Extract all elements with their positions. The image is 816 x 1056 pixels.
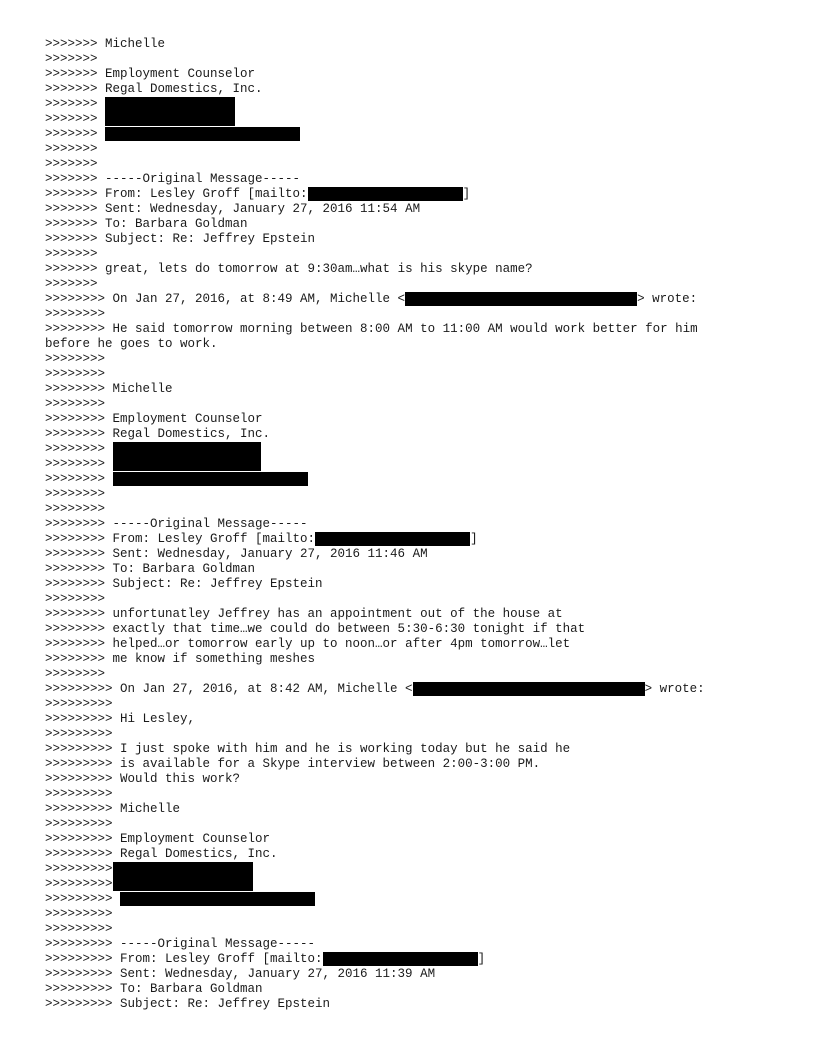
thread-line: >>>>>>> — [45, 97, 805, 112]
redaction-block — [105, 97, 235, 126]
thread-line: >>>>>>>> On Jan 27, 2016, at 8:49 AM, Michelle < > wrote: — [45, 292, 698, 306]
thread-line: >>>>>>>> exactly that time…we could do between 5:30-6:30 tonight if that — [45, 622, 586, 636]
thread-line: >>>>>>> From: Lesley Groff [mailto: ] — [45, 187, 471, 201]
redaction-block — [308, 187, 463, 201]
thread-line: >>>>>>>> Sent: Wednesday, January 27, 2016 11:46 AM — [45, 547, 428, 561]
thread-line: >>>>>>>> — [45, 367, 106, 381]
thread-line: >>>>>>> — [45, 142, 98, 156]
thread-line: >>>>>>>>> On Jan 27, 2016, at 8:42 AM, Michelle < > wrote: — [45, 682, 705, 696]
thread-line: before he goes to work. — [45, 337, 218, 351]
thread-line: >>>>>>> — [45, 157, 98, 171]
thread-line: >>>>>>> Sent: Wednesday, January 27, 2016 11:54 AM — [45, 202, 421, 216]
thread-line: >>>>>>>>> — [45, 892, 805, 907]
thread-line: >>>>>>>>> Hi Lesley, — [45, 712, 196, 726]
thread-line: >>>>>>>> helped…or tomorrow early up to noon…or after 4pm tomorrow…let — [45, 637, 571, 651]
thread-line: >>>>>>>>> — [45, 862, 805, 877]
thread-line: >>>>>>>> — [45, 307, 106, 321]
thread-line: >>>>>>> — [45, 247, 98, 261]
thread-line: >>>>>>>>> Employment Counselor — [45, 832, 271, 846]
email-thread-document — [45, 37, 805, 1012]
thread-line: >>>>>>>> Regal Domestics, Inc. — [45, 427, 271, 441]
thread-line: >>>>>>>>> Sent: Wednesday, January 27, 2016 11:39 AM — [45, 967, 436, 981]
thread-line: >>>>>>> great, lets do tomorrow at 9:30am…what is his skype name? — [45, 262, 533, 276]
redaction-block — [315, 532, 470, 546]
thread-line: >>>>>>>> To: Barbara Goldman — [45, 562, 256, 576]
redaction-block — [405, 292, 637, 306]
thread-line: >>>>>>>> — [45, 667, 106, 681]
thread-line: >>>>>>>>> — [45, 907, 113, 921]
thread-line: >>>>>>> Subject: Re: Jeffrey Epstein — [45, 232, 316, 246]
thread-line: >>>>>>>> — [45, 472, 805, 487]
thread-line: >>>>>>> Michelle — [45, 37, 166, 51]
thread-line: >>>>>>>>> -----Original Message----- — [45, 937, 316, 951]
thread-line: >>>>>>>> — [45, 442, 805, 457]
thread-line: >>>>>>>>> I just spoke with him and he is working today but he said he — [45, 742, 571, 756]
redaction-block — [113, 442, 261, 471]
thread-line: >>>>>>>>> is available for a Skype interview between 2:00-3:00 PM. — [45, 757, 541, 771]
redaction-block — [413, 682, 645, 696]
thread-line: >>>>>>>> — [45, 487, 106, 501]
thread-line: >>>>>>>>> Michelle — [45, 802, 181, 816]
thread-line: >>>>>>>> me know if something meshes — [45, 652, 316, 666]
thread-line: >>>>>>>> — [45, 397, 106, 411]
thread-line: >>>>>>>> Michelle — [45, 382, 173, 396]
thread-line: >>>>>>>>> — [45, 787, 113, 801]
thread-line: >>>>>>>>> Subject: Re: Jeffrey Epstein — [45, 997, 331, 1011]
thread-line: >>>>>>>> From: Lesley Groff [mailto: ] — [45, 532, 478, 546]
redaction-block — [113, 862, 253, 891]
redaction-block — [105, 127, 300, 141]
thread-line: >>>>>>>> -----Original Message----- — [45, 517, 308, 531]
thread-line: >>>>>>>> Subject: Re: Jeffrey Epstein — [45, 577, 323, 591]
thread-line: >>>>>>>>> — [45, 877, 113, 891]
thread-line: >>>>>>>> — [45, 502, 106, 516]
thread-line: >>>>>>>>> — [45, 697, 113, 711]
redaction-block — [120, 892, 315, 906]
thread-line: >>>>>>> To: Barbara Goldman — [45, 217, 248, 231]
thread-line: >>>>>>>>> Would this work? — [45, 772, 241, 786]
thread-line: >>>>>>> Employment Counselor — [45, 67, 256, 81]
thread-line: >>>>>>>> Employment Counselor — [45, 412, 263, 426]
thread-line: >>>>>>>> He said tomorrow morning between 8:00 AM to 11:00 AM would work better for him — [45, 322, 698, 336]
thread-line: >>>>>>>> — [45, 457, 113, 471]
thread-line: >>>>>>> Regal Domestics, Inc. — [45, 82, 263, 96]
thread-line: >>>>>>>>> Regal Domestics, Inc. — [45, 847, 278, 861]
thread-line: >>>>>>>>> — [45, 817, 113, 831]
thread-line: >>>>>>>>> To: Barbara Goldman — [45, 982, 263, 996]
thread-line: >>>>>>> -----Original Message----- — [45, 172, 301, 186]
thread-line: >>>>>>> — [45, 52, 98, 66]
thread-line: >>>>>>>> — [45, 352, 106, 366]
thread-line: >>>>>>>> — [45, 592, 106, 606]
thread-line: >>>>>>>>> — [45, 922, 113, 936]
thread-line: >>>>>>> — [45, 127, 805, 142]
redaction-block — [113, 472, 308, 486]
thread-line: >>>>>>>>> From: Lesley Groff [mailto: ] — [45, 952, 486, 966]
thread-line: >>>>>>> — [45, 112, 106, 126]
thread-line: >>>>>>>> unfortunatley Jeffrey has an appointment out of the house at — [45, 607, 563, 621]
redaction-block — [323, 952, 478, 966]
thread-line: >>>>>>> — [45, 277, 98, 291]
thread-line: >>>>>>>>> — [45, 727, 113, 741]
